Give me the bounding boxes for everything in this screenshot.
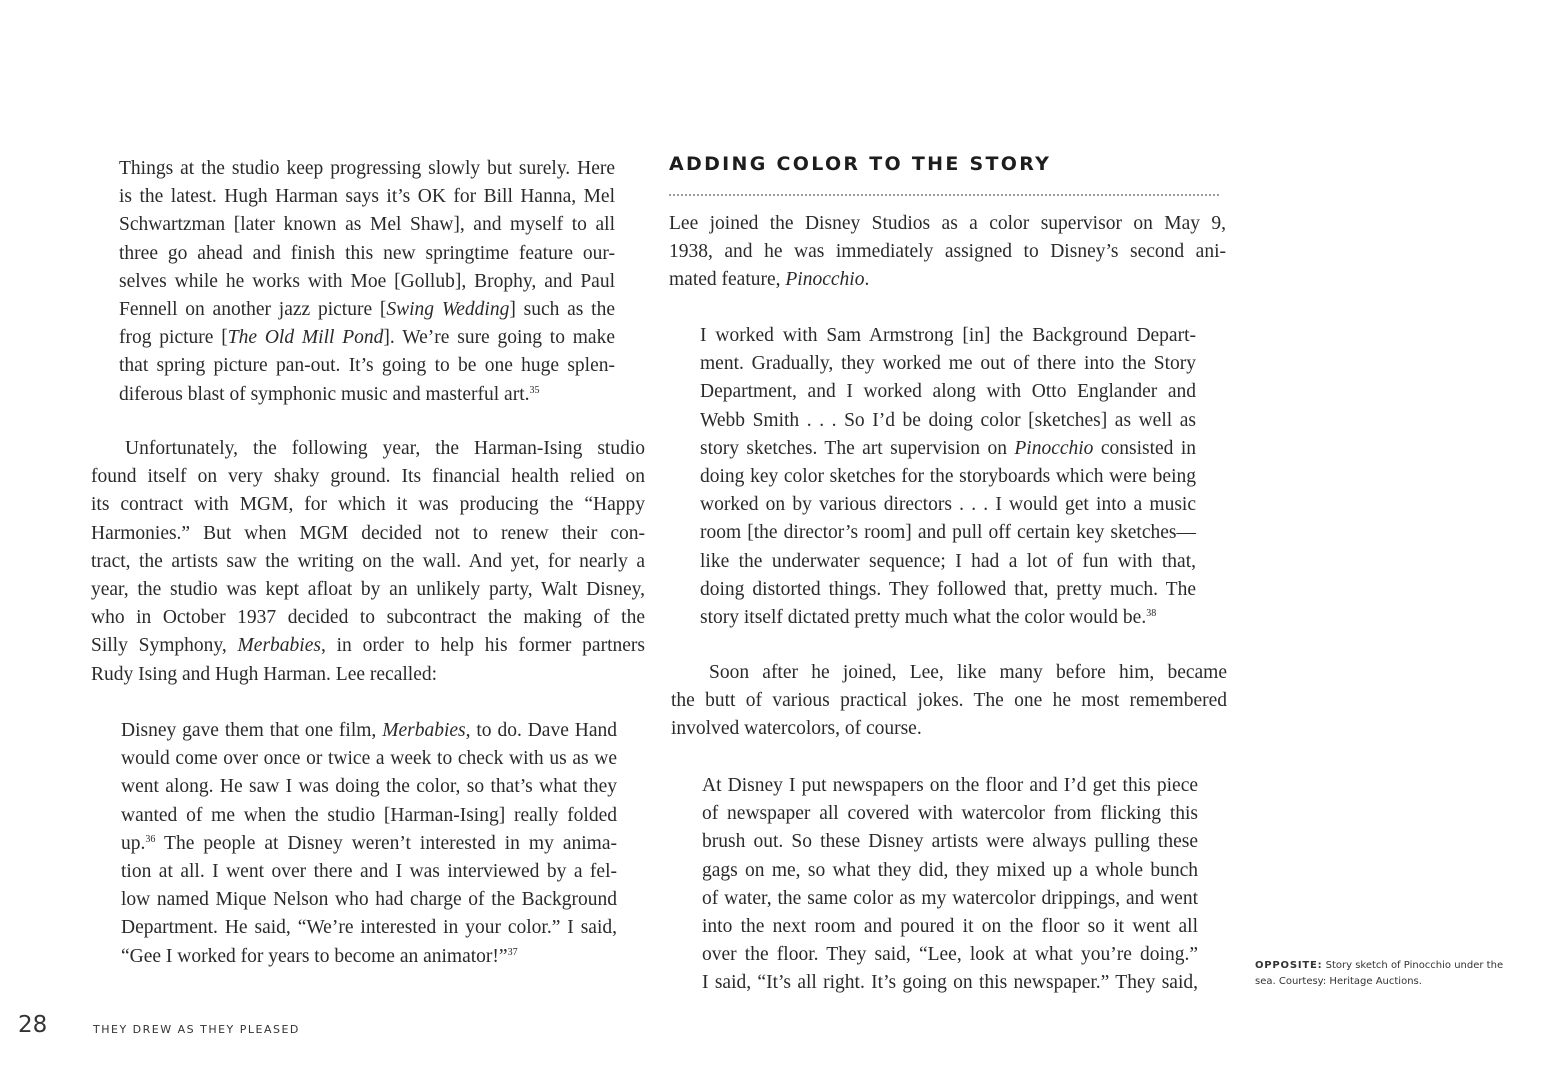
film-title: Swing Wedding (386, 299, 510, 321)
film-title: Merbabies (237, 635, 321, 657)
text-line: mated feature, Pinocchio. (669, 269, 870, 291)
text-line: Department. He said, “We’re interested in your color.” I said, (121, 917, 617, 939)
text-line: doing key color sketches for the storyboards which were being (700, 466, 1196, 488)
text-line: Disney gave them that one film, Merbabies, to do. Dave Hand (121, 720, 617, 741)
text-line: three go ahead and finish this new springtime feature our- (119, 242, 615, 264)
footnote-ref: 35 (529, 384, 540, 396)
text-line: into the next room and poured it on the floor so it went all (702, 916, 1198, 938)
text-line: Unfortunately, the following year, the Harman-Ising studio (125, 438, 645, 459)
text-line: doing distorted things. They followed that, pretty much. The (700, 578, 1196, 600)
text-line: up.$^{36}$ The people at Disney weren’t interested in my anima- (121, 832, 617, 854)
heading-divider (669, 194, 1219, 196)
footnote-ref: 36 (145, 833, 156, 845)
text-line: Things at the studio keep progressing slowly but surely. Here (119, 158, 615, 179)
text-line: tion at all. I went over there and I was interviewed by a fel- (121, 861, 617, 883)
block-quote-1 (119, 155, 615, 409)
text-line: Fennell on another jazz picture [Swing Wedding] such as the (119, 299, 615, 321)
text-line: gags on me, so what they did, they mixed up a whole bunch (702, 859, 1198, 881)
section-heading: ADDING COLOR TO THE STORY (669, 153, 1052, 175)
text-line: like the underwater sequence; I had a lot of fun with that, (700, 550, 1196, 572)
caption-text: Story sketch of Pinocchio under the sea. Courtesy: Heritage Auctions. (1255, 960, 1504, 987)
text-line: Webb Smith . . . So I’d be doing color [sketches] as well as (700, 409, 1196, 431)
footnote-ref: 37 (507, 946, 518, 958)
text-line: frog picture [The Old Mill Pond]. We’re sure going to make (119, 327, 615, 349)
text-line: ment. Gradually, they worked me out of there into the Story (700, 353, 1196, 375)
text-line: over the floor. They said, “Lee, look at what you’re doing.” (702, 944, 1198, 966)
text-line: Rudy Ising and Hugh Harman. Lee recalled: (91, 663, 438, 685)
text-line: that spring picture pan-out. It’s going to be one huge splen- (119, 355, 615, 377)
text-line: is the latest. Hugh Harman says it’s OK for Bill Hanna, Mel (119, 186, 615, 208)
text-line: the butt of various practical jokes. The one he most remembered (671, 690, 1227, 712)
text-line: involved watercolors, of course. (671, 718, 922, 740)
text-line: year, the studio was kept afloat by an unlikely party, Walt Disney, (91, 579, 645, 601)
text-line: low named Mique Nelson who had charge of the Background (121, 889, 617, 911)
body-paragraph-3 (671, 659, 1227, 744)
running-head: THEY DREW AS THEY PLEASED (93, 1023, 300, 1036)
page-number: 28 (18, 1012, 48, 1038)
block-quote-4 (702, 772, 1198, 998)
text-line: I said, “It’s all right. It’s going on this newspaper.” They said, (702, 972, 1198, 994)
text-line: 1938, and he was immediately assigned to Disney’s second ani- (669, 241, 1226, 263)
text-line: found itself on very shaky ground. Its financial health relied on (91, 466, 645, 488)
text-line: selves while he works with Moe [Gollub], Brophy, and Paul (119, 270, 615, 292)
text-line: Department, and I worked along with Otto Englander and (700, 381, 1196, 403)
text-line: of newspaper all covered with watercolor from flicking this (702, 803, 1198, 825)
text-line: story sketches. The art supervision on Pinocchio consisted in (700, 437, 1196, 459)
text-line: brush out. So these Disney artists were always pulling these (702, 831, 1198, 853)
body-paragraph-2 (669, 210, 1226, 295)
footnote-ref: 38 (1146, 608, 1157, 620)
text-line: would come over once or twice a week to check with us as we (121, 748, 617, 770)
text-line: At Disney I put newspapers on the floor and I’d get this piece (702, 775, 1198, 796)
text-line: Lee joined the Disney Studios as a color supervisor on May 9, (669, 213, 1226, 234)
block-quote-3 (700, 322, 1196, 632)
text-line: diferous blast of symphonic music and masterful art.$^{35}$ (119, 383, 540, 405)
image-caption (1255, 958, 1515, 990)
text-line: worked on by various directors . . . I would get into a music (700, 494, 1196, 516)
text-line: went along. He saw I was doing the color, so that’s what they (121, 776, 617, 798)
block-quote-2 (121, 717, 617, 971)
caption-label: OPPOSITE: (1255, 960, 1323, 971)
film-title: Pinocchio (785, 269, 865, 291)
film-title: Merbabies (382, 720, 466, 741)
text-line: I worked with Sam Armstrong [in] the Background Depart- (700, 325, 1196, 346)
film-title: The Old Mill Pond (227, 327, 384, 349)
text-line: who in October 1937 decided to subcontract the making of the (91, 607, 645, 629)
text-line: Soon after he joined, Lee, like many before him, became (709, 662, 1227, 683)
text-line: Silly Symphony, Merbabies, in order to help his former partners (91, 635, 645, 657)
body-paragraph-1 (91, 435, 645, 689)
text-line: story itself dictated pretty much what the color would be.$^{38}$ (700, 607, 1157, 629)
text-line: Schwartzman [later known as Mel Shaw], and myself to all (119, 214, 615, 236)
text-line: tract, the artists saw the writing on the wall. And yet, for nearly a (91, 550, 645, 572)
text-line: room [the director’s room] and pull off certain key sketches— (700, 522, 1196, 544)
text-line: “Gee I worked for years to become an animator!”$^{37}$ (121, 945, 518, 967)
film-title: Pinocchio (1014, 437, 1094, 459)
text-line: Harmonies.” But when MGM decided not to renew their con- (91, 522, 645, 544)
text-line: of water, the same color as my watercolor drippings, and went (702, 887, 1198, 909)
text-line: its contract with MGM, for which it was producing the “Happy (91, 494, 645, 516)
text-line: wanted of me when the studio [Harman-Ising] really folded (121, 804, 617, 826)
